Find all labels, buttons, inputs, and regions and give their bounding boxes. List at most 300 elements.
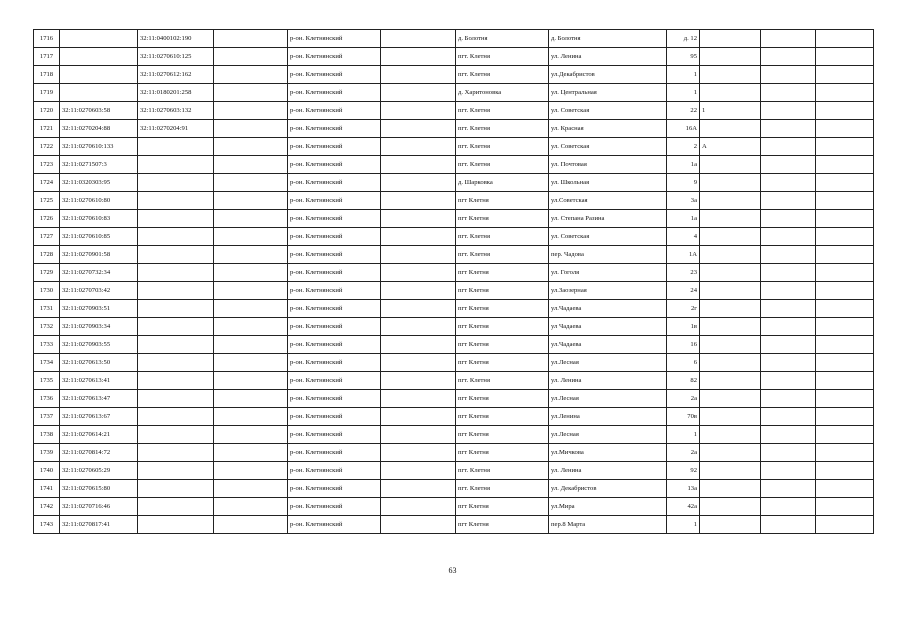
empty-cell: [381, 390, 456, 408]
row-number-cell: 1719: [34, 84, 60, 102]
street-cell: ул.Декабристов: [549, 66, 667, 84]
empty-cell: [816, 336, 874, 354]
cadastral-parent-cell: [138, 426, 214, 444]
apartment-cell: [700, 120, 761, 138]
empty-cell: [214, 516, 288, 534]
settlement-cell: пгт Клетня: [456, 354, 549, 372]
street-cell: пер. Чадова: [549, 246, 667, 264]
table-row: [34, 462, 874, 480]
empty-cell: [381, 210, 456, 228]
empty-cell: [761, 30, 816, 48]
empty-cell: [816, 300, 874, 318]
row-number-cell: 1720: [34, 102, 60, 120]
empty-cell: [761, 372, 816, 390]
cadastral-number-cell: 32:11:0270610:85: [60, 228, 138, 246]
empty-cell: [816, 210, 874, 228]
district-cell: р-он. Клетнянский: [288, 390, 381, 408]
apartment-cell: [700, 48, 761, 66]
street-cell: пер.8 Марта: [549, 516, 667, 534]
cadastral-number-cell: 32:11:0270614:21: [60, 426, 138, 444]
settlement-cell: пгт. Клетня: [456, 48, 549, 66]
cadastral-number-cell: 32:11:0270613:50: [60, 354, 138, 372]
table-row: [34, 228, 874, 246]
empty-cell: [214, 174, 288, 192]
cadastral-parent-cell: [138, 318, 214, 336]
settlement-cell: пгт Клетня: [456, 264, 549, 282]
settlement-cell: пгт. Клетня: [456, 138, 549, 156]
empty-cell: [381, 174, 456, 192]
district-cell: р-он. Клетнянский: [288, 408, 381, 426]
table-row: [34, 138, 874, 156]
cadastral-parent-cell: [138, 228, 214, 246]
cadastral-number-cell: [60, 84, 138, 102]
apartment-cell: [700, 84, 761, 102]
cadastral-parent-cell: [138, 516, 214, 534]
empty-cell: [761, 516, 816, 534]
apartment-cell: [700, 210, 761, 228]
cadastral-number-cell: 32:11:0270610:80: [60, 192, 138, 210]
row-number-cell: 1733: [34, 336, 60, 354]
empty-cell: [816, 408, 874, 426]
empty-cell: [381, 372, 456, 390]
empty-cell: [816, 426, 874, 444]
cadastral-parent-cell: [138, 372, 214, 390]
apartment-cell: [700, 390, 761, 408]
empty-cell: [214, 480, 288, 498]
settlement-cell: пгт Клетня: [456, 192, 549, 210]
empty-cell: [381, 354, 456, 372]
empty-cell: [761, 66, 816, 84]
street-cell: ул. Советская: [549, 102, 667, 120]
cadastral-number-cell: 32:11:0270613:67: [60, 408, 138, 426]
street-cell: ул. Ленина: [549, 48, 667, 66]
empty-cell: [381, 30, 456, 48]
row-number-cell: 1721: [34, 120, 60, 138]
empty-cell: [761, 174, 816, 192]
table-row: [34, 390, 874, 408]
row-number-cell: 1730: [34, 282, 60, 300]
street-cell: ул.Чадаева: [549, 336, 667, 354]
district-cell: р-он. Клетнянский: [288, 66, 381, 84]
settlement-cell: пгт. Клетня: [456, 462, 549, 480]
cadastral-number-cell: 32:11:0270204:88: [60, 120, 138, 138]
table-row: [34, 444, 874, 462]
table-row: [34, 426, 874, 444]
settlement-cell: пгт Клетня: [456, 300, 549, 318]
empty-cell: [816, 120, 874, 138]
empty-cell: [816, 174, 874, 192]
street-cell: ул. Советская: [549, 138, 667, 156]
street-cell: д. Болотня: [549, 30, 667, 48]
street-cell: ул. Центральная: [549, 84, 667, 102]
house-number-cell: 1: [667, 516, 700, 534]
apartment-cell: [700, 228, 761, 246]
house-number-cell: 70в: [667, 408, 700, 426]
row-number-cell: 1731: [34, 300, 60, 318]
empty-cell: [816, 462, 874, 480]
empty-cell: [816, 372, 874, 390]
empty-cell: [381, 246, 456, 264]
district-cell: р-он. Клетнянский: [288, 318, 381, 336]
house-number-cell: д. 12: [667, 30, 700, 48]
district-cell: р-он. Клетнянский: [288, 138, 381, 156]
empty-cell: [761, 426, 816, 444]
empty-cell: [761, 210, 816, 228]
house-number-cell: 1: [667, 66, 700, 84]
settlement-cell: пгт Клетня: [456, 336, 549, 354]
apartment-cell: [700, 30, 761, 48]
apartment-cell: [700, 498, 761, 516]
empty-cell: [214, 390, 288, 408]
row-number-cell: 1739: [34, 444, 60, 462]
empty-cell: [214, 48, 288, 66]
empty-cell: [214, 372, 288, 390]
cadastral-parent-cell: 32:11:0270204:91: [138, 120, 214, 138]
house-number-cell: 16: [667, 336, 700, 354]
row-number-cell: 1729: [34, 264, 60, 282]
empty-cell: [381, 84, 456, 102]
empty-cell: [381, 336, 456, 354]
cadastral-number-cell: 32:11:0270903:55: [60, 336, 138, 354]
cadastral-parent-cell: [138, 354, 214, 372]
empty-cell: [381, 516, 456, 534]
apartment-cell: 1: [700, 102, 761, 120]
table-row: [34, 48, 874, 66]
cadastral-parent-cell: [138, 390, 214, 408]
empty-cell: [816, 516, 874, 534]
cadastral-number-cell: 32:11:0270903:51: [60, 300, 138, 318]
settlement-cell: пгт Клетня: [456, 390, 549, 408]
street-cell: ул. Степана Разина: [549, 210, 667, 228]
settlement-cell: пгт Клетня: [456, 498, 549, 516]
empty-cell: [214, 264, 288, 282]
empty-cell: [381, 408, 456, 426]
cadastral-parent-cell: 32:11:0400102:190: [138, 30, 214, 48]
district-cell: р-он. Клетнянский: [288, 498, 381, 516]
empty-cell: [761, 336, 816, 354]
apartment-cell: [700, 408, 761, 426]
cadastral-parent-cell: [138, 174, 214, 192]
empty-cell: [761, 480, 816, 498]
district-cell: р-он. Клетнянский: [288, 192, 381, 210]
street-cell: ул. Красная: [549, 120, 667, 138]
empty-cell: [381, 102, 456, 120]
settlement-cell: пгт. Клетня: [456, 120, 549, 138]
empty-cell: [214, 300, 288, 318]
settlement-cell: пгт Клетня: [456, 210, 549, 228]
cadastral-parent-cell: [138, 282, 214, 300]
empty-cell: [816, 192, 874, 210]
house-number-cell: 82: [667, 372, 700, 390]
empty-cell: [816, 228, 874, 246]
district-cell: р-он. Клетнянский: [288, 264, 381, 282]
empty-cell: [381, 426, 456, 444]
row-number-cell: 1734: [34, 354, 60, 372]
table-row: [34, 102, 874, 120]
cadastral-parent-cell: [138, 480, 214, 498]
street-cell: ул. Ленина: [549, 462, 667, 480]
empty-cell: [381, 318, 456, 336]
house-number-cell: 1А: [667, 246, 700, 264]
district-cell: р-он. Клетнянский: [288, 300, 381, 318]
table-row: [34, 174, 874, 192]
row-number-cell: 1722: [34, 138, 60, 156]
apartment-cell: [700, 462, 761, 480]
empty-cell: [761, 264, 816, 282]
cadastral-parent-cell: [138, 462, 214, 480]
empty-cell: [381, 444, 456, 462]
settlement-cell: пгт. Клетня: [456, 66, 549, 84]
apartment-cell: [700, 246, 761, 264]
cadastral-number-cell: 32:11:0320303:95: [60, 174, 138, 192]
street-cell: ул.Лесная: [549, 354, 667, 372]
empty-cell: [381, 264, 456, 282]
house-number-cell: 95: [667, 48, 700, 66]
empty-cell: [761, 444, 816, 462]
house-number-cell: 1а: [667, 210, 700, 228]
district-cell: р-он. Клетнянский: [288, 444, 381, 462]
house-number-cell: 92: [667, 462, 700, 480]
house-number-cell: 1: [667, 84, 700, 102]
row-number-cell: 1738: [34, 426, 60, 444]
empty-cell: [381, 138, 456, 156]
empty-cell: [816, 156, 874, 174]
table-row: [34, 120, 874, 138]
row-number-cell: 1740: [34, 462, 60, 480]
apartment-cell: [700, 300, 761, 318]
table-row: [34, 318, 874, 336]
street-cell: ул. Ленина: [549, 372, 667, 390]
row-number-cell: 1726: [34, 210, 60, 228]
empty-cell: [816, 30, 874, 48]
street-cell: ул. Гоголя: [549, 264, 667, 282]
district-cell: р-он. Клетнянский: [288, 336, 381, 354]
empty-cell: [761, 102, 816, 120]
row-number-cell: 1724: [34, 174, 60, 192]
table-row: [34, 156, 874, 174]
street-cell: ул.Ленина: [549, 408, 667, 426]
house-number-cell: 22: [667, 102, 700, 120]
empty-cell: [816, 84, 874, 102]
apartment-cell: [700, 426, 761, 444]
empty-cell: [816, 318, 874, 336]
empty-cell: [761, 84, 816, 102]
empty-cell: [761, 120, 816, 138]
cadastral-number-cell: 32:11:0270814:72: [60, 444, 138, 462]
house-number-cell: 1в: [667, 318, 700, 336]
street-cell: ул. Школьная: [549, 174, 667, 192]
row-number-cell: 1741: [34, 480, 60, 498]
empty-cell: [761, 246, 816, 264]
empty-cell: [214, 246, 288, 264]
empty-cell: [214, 120, 288, 138]
cadastral-parent-cell: [138, 156, 214, 174]
settlement-cell: пгт Клетня: [456, 426, 549, 444]
empty-cell: [816, 48, 874, 66]
cadastral-number-cell: [60, 30, 138, 48]
empty-cell: [381, 120, 456, 138]
settlement-cell: д. Болотня: [456, 30, 549, 48]
table-row: [34, 498, 874, 516]
empty-cell: [816, 264, 874, 282]
apartment-cell: [700, 156, 761, 174]
cadastral-parent-cell: 32:11:0270612:162: [138, 66, 214, 84]
cadastral-parent-cell: [138, 192, 214, 210]
cadastral-number-cell: 32:11:0270901:58: [60, 246, 138, 264]
row-number-cell: 1743: [34, 516, 60, 534]
table-row: [34, 30, 874, 48]
cadastral-parent-cell: [138, 246, 214, 264]
cadastral-number-cell: 32:11:0270732:34: [60, 264, 138, 282]
district-cell: р-он. Клетнянский: [288, 480, 381, 498]
street-cell: ул Чадаева: [549, 318, 667, 336]
table-row: [34, 372, 874, 390]
settlement-cell: пгт. Клетня: [456, 156, 549, 174]
cadastral-number-cell: 32:11:0270615:80: [60, 480, 138, 498]
empty-cell: [381, 462, 456, 480]
apartment-cell: [700, 174, 761, 192]
empty-cell: [816, 354, 874, 372]
house-number-cell: 2а: [667, 444, 700, 462]
empty-cell: [214, 426, 288, 444]
settlement-cell: д. Харитоновка: [456, 84, 549, 102]
house-number-cell: 42а: [667, 498, 700, 516]
table-row: [34, 84, 874, 102]
district-cell: р-он. Клетнянский: [288, 84, 381, 102]
empty-cell: [214, 84, 288, 102]
row-number-cell: 1742: [34, 498, 60, 516]
house-number-cell: 2: [667, 138, 700, 156]
settlement-cell: д. Шарковка: [456, 174, 549, 192]
apartment-cell: [700, 264, 761, 282]
table-body: [34, 30, 874, 534]
empty-cell: [761, 228, 816, 246]
settlement-cell: пгт Клетня: [456, 516, 549, 534]
table-row: [34, 192, 874, 210]
cadastral-number-cell: 32:11:0270817:41: [60, 516, 138, 534]
house-number-cell: 6: [667, 354, 700, 372]
table-row: [34, 408, 874, 426]
apartment-cell: [700, 516, 761, 534]
empty-cell: [761, 408, 816, 426]
district-cell: р-он. Клетнянский: [288, 426, 381, 444]
empty-cell: [381, 48, 456, 66]
cadastral-parent-cell: [138, 138, 214, 156]
row-number-cell: 1728: [34, 246, 60, 264]
street-cell: ул.Лесная: [549, 390, 667, 408]
district-cell: р-он. Клетнянский: [288, 210, 381, 228]
row-number-cell: 1718: [34, 66, 60, 84]
table-row: [34, 516, 874, 534]
settlement-cell: пгт Клетня: [456, 282, 549, 300]
property-registry-table: [33, 29, 874, 534]
apartment-cell: [700, 66, 761, 84]
cadastral-number-cell: 32:11:0270903:34: [60, 318, 138, 336]
district-cell: р-он. Клетнянский: [288, 282, 381, 300]
settlement-cell: пгт. Клетня: [456, 228, 549, 246]
house-number-cell: 24: [667, 282, 700, 300]
empty-cell: [761, 138, 816, 156]
house-number-cell: 2а: [667, 390, 700, 408]
district-cell: р-он. Клетнянский: [288, 516, 381, 534]
settlement-cell: пгт. Клетня: [456, 246, 549, 264]
empty-cell: [816, 498, 874, 516]
cadastral-parent-cell: [138, 408, 214, 426]
empty-cell: [761, 498, 816, 516]
settlement-cell: пгт Клетня: [456, 318, 549, 336]
empty-cell: [816, 66, 874, 84]
house-number-cell: 1: [667, 426, 700, 444]
house-number-cell: 9: [667, 174, 700, 192]
empty-cell: [816, 102, 874, 120]
empty-cell: [214, 66, 288, 84]
empty-cell: [816, 138, 874, 156]
empty-cell: [381, 192, 456, 210]
cadastral-number-cell: 32:11:0270613:47: [60, 390, 138, 408]
house-number-cell: 23: [667, 264, 700, 282]
row-number-cell: 1737: [34, 408, 60, 426]
street-cell: ул. Советская: [549, 228, 667, 246]
table-row: [34, 210, 874, 228]
house-number-cell: 1а: [667, 156, 700, 174]
empty-cell: [381, 300, 456, 318]
district-cell: р-он. Клетнянский: [288, 30, 381, 48]
cadastral-number-cell: 32:11:0270605:29: [60, 462, 138, 480]
empty-cell: [214, 498, 288, 516]
empty-cell: [761, 156, 816, 174]
house-number-cell: 3а: [667, 192, 700, 210]
apartment-cell: [700, 354, 761, 372]
empty-cell: [214, 192, 288, 210]
table-row: [34, 354, 874, 372]
row-number-cell: 1723: [34, 156, 60, 174]
street-cell: ул. Декабристов: [549, 480, 667, 498]
house-number-cell: 2г: [667, 300, 700, 318]
cadastral-parent-cell: [138, 300, 214, 318]
cadastral-number-cell: [60, 48, 138, 66]
cadastral-parent-cell: [138, 264, 214, 282]
table-row: [34, 336, 874, 354]
row-number-cell: 1716: [34, 30, 60, 48]
empty-cell: [381, 480, 456, 498]
district-cell: р-он. Клетнянский: [288, 228, 381, 246]
cadastral-number-cell: 32:11:0270703:42: [60, 282, 138, 300]
empty-cell: [761, 390, 816, 408]
cadastral-parent-cell: [138, 498, 214, 516]
empty-cell: [761, 462, 816, 480]
settlement-cell: пгт Клетня: [456, 408, 549, 426]
empty-cell: [214, 156, 288, 174]
empty-cell: [816, 480, 874, 498]
row-number-cell: 1732: [34, 318, 60, 336]
table-row: [34, 282, 874, 300]
cadastral-number-cell: 32:11:0270610:133: [60, 138, 138, 156]
table-row: [34, 66, 874, 84]
district-cell: р-он. Клетнянский: [288, 462, 381, 480]
row-number-cell: 1736: [34, 390, 60, 408]
apartment-cell: А: [700, 138, 761, 156]
empty-cell: [214, 228, 288, 246]
empty-cell: [381, 282, 456, 300]
apartment-cell: [700, 318, 761, 336]
empty-cell: [816, 444, 874, 462]
cadastral-parent-cell: [138, 336, 214, 354]
empty-cell: [214, 210, 288, 228]
cadastral-parent-cell: 32:11:0270610:125: [138, 48, 214, 66]
district-cell: р-он. Клетнянский: [288, 174, 381, 192]
table-row: [34, 300, 874, 318]
row-number-cell: 1725: [34, 192, 60, 210]
